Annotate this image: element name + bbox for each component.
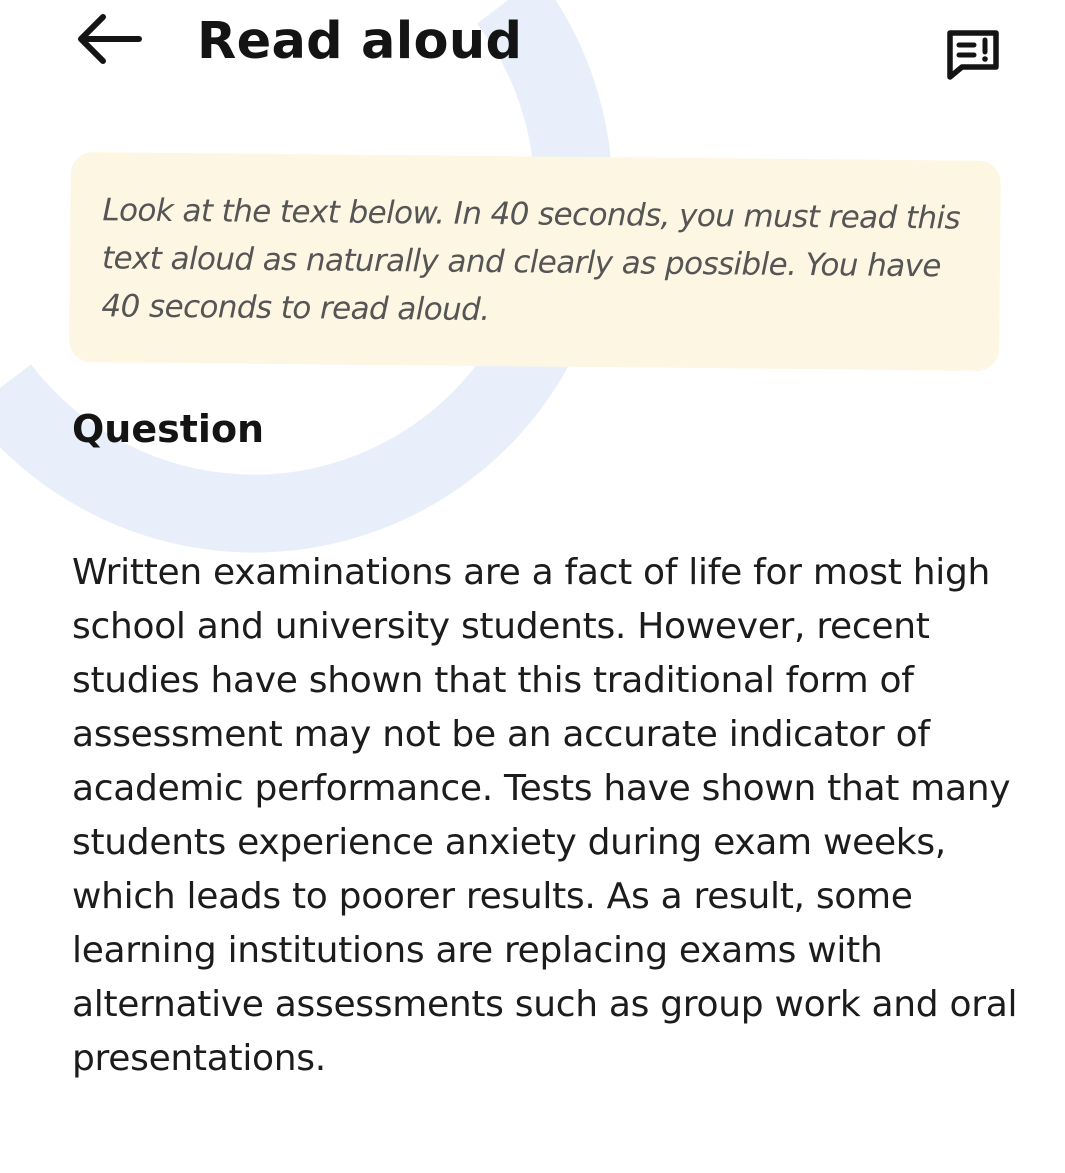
report-flag-icon [944,27,1000,81]
question-heading: Question [72,407,265,451]
page-title: Read aloud [197,12,523,71]
instruction-card [69,152,1001,371]
instruction-text: Look at the text below. In 40 seconds, you must read this text aloud as naturally and clearly as possible. You have 40 seconds to read aloud. [101,192,961,329]
arrow-left-icon [73,9,143,69]
back-button[interactable] [70,6,146,72]
app-header [0,0,1065,90]
report-button[interactable] [942,26,1002,82]
question-passage: Written examinations are a fact of life for most high school and university students. However, recent studies have shown that this traditional form of assessment may not be an accurate indicator of academic performance. Tests have shown that many students experience anxiety during exam weeks, which leads to poorer results. As a result, some learning institutions are replacing exams with alternative assessments such as group work and oral presentations. [72,552,1018,1079]
